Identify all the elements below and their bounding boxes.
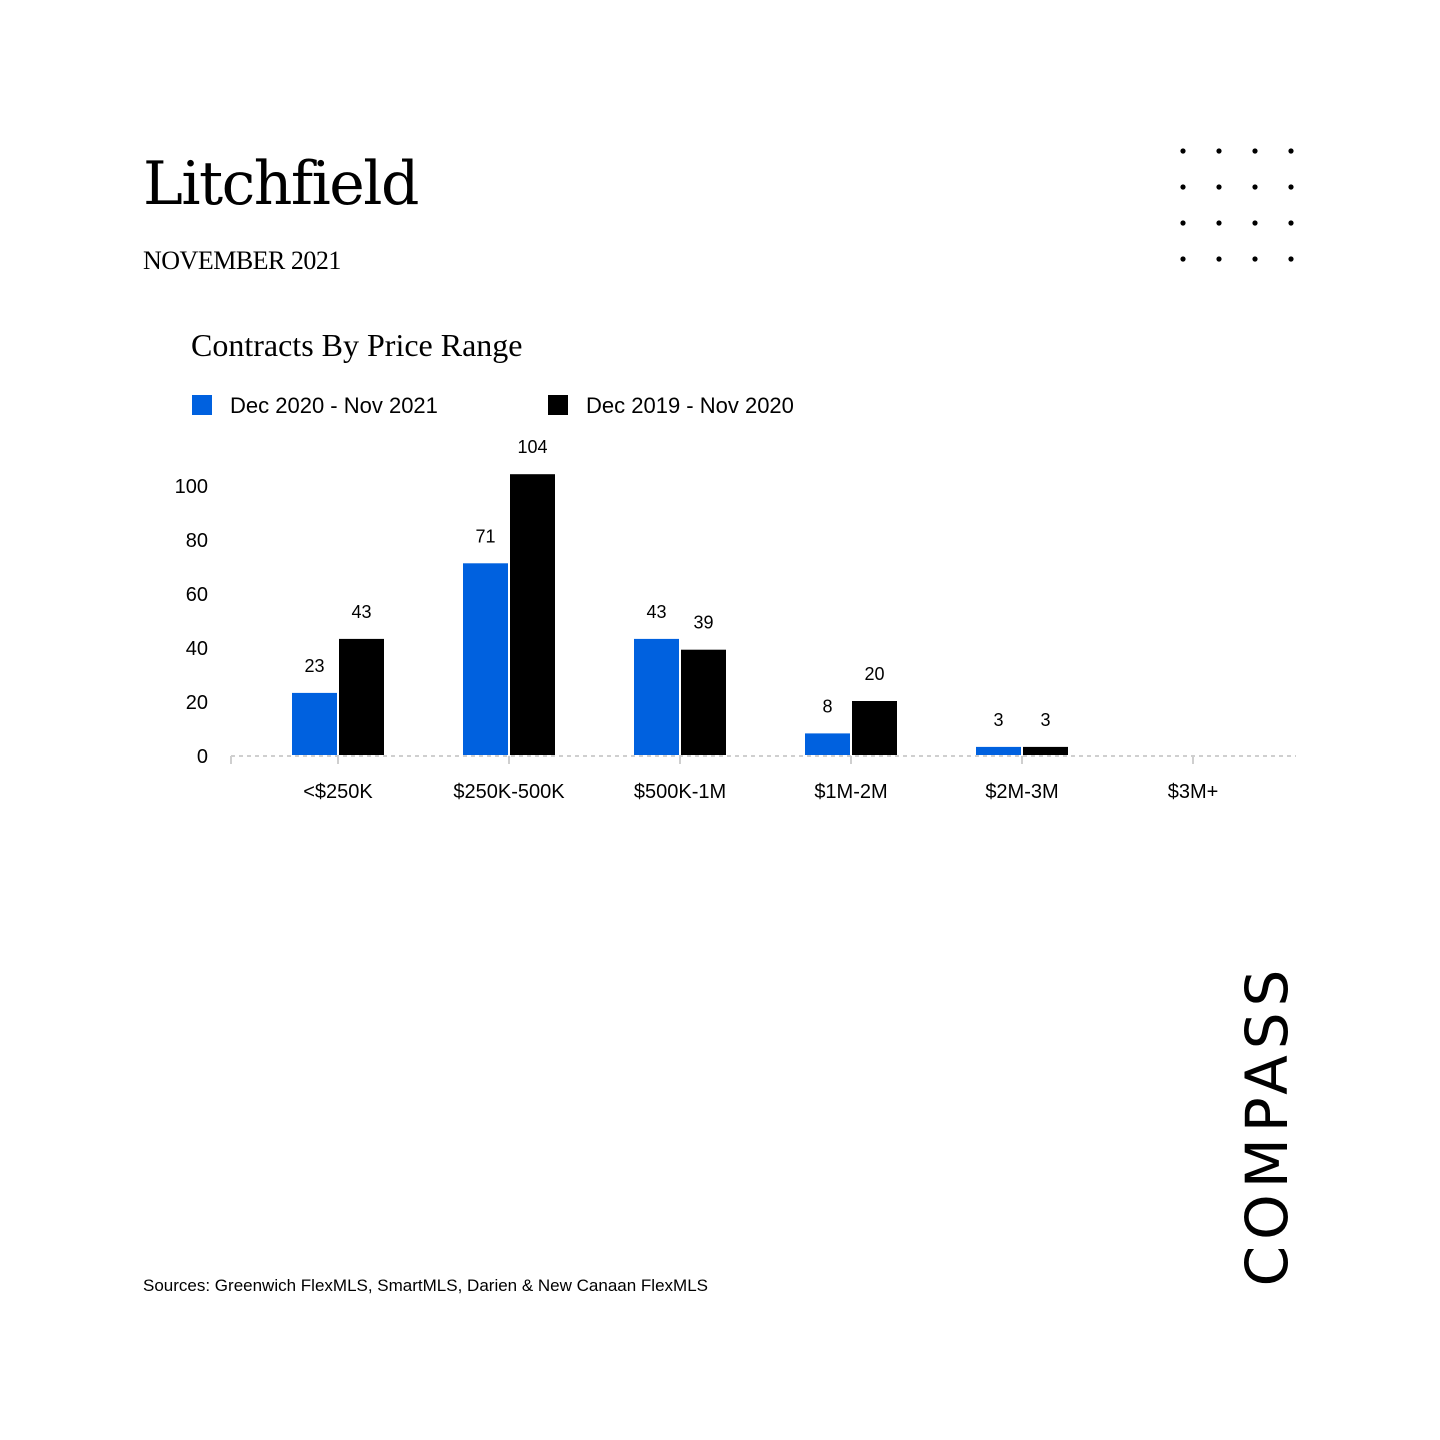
bar-250k-series-1 bbox=[292, 693, 337, 755]
x-axis bbox=[231, 756, 1296, 803]
bar-250k-500k-series-1 bbox=[463, 563, 508, 755]
legend-swatch-1 bbox=[192, 395, 212, 415]
data-label-250k-500k-series-2: 104 bbox=[517, 437, 548, 458]
legend-swatch-2 bbox=[548, 395, 568, 415]
y-axis bbox=[175, 476, 208, 768]
bar-250k-500k-series-2 bbox=[510, 474, 555, 755]
y-tick-label-0: 0 bbox=[196, 746, 208, 768]
page-subtitle: NOVEMBER 2021 bbox=[143, 246, 341, 275]
x-tick-label-2m-3m: $2M-3M bbox=[985, 781, 1059, 803]
data-label-1m-2m-series-1: 8 bbox=[822, 696, 833, 717]
data-label-250k-500k-series-1: 71 bbox=[475, 526, 496, 547]
page-title: Litchfield bbox=[143, 149, 418, 219]
data-label-250k-series-2: 43 bbox=[351, 601, 372, 622]
bar-1m-2m-series-1 bbox=[805, 733, 850, 755]
legend-label-2: Dec 2019 - Nov 2020 bbox=[586, 393, 794, 418]
data-label-1m-2m-series-2: 20 bbox=[864, 664, 885, 684]
bar-2m-3m-series-2 bbox=[1023, 747, 1068, 755]
sources-note: Sources: Greenwich FlexMLS, SmartMLS, Darien & New Canaan FlexMLS bbox=[143, 1276, 708, 1295]
chart-legend bbox=[192, 393, 794, 418]
chart-title: Contracts By Price Range bbox=[191, 327, 523, 363]
bar-marks bbox=[292, 474, 1068, 755]
bar-500k-1m-series-1 bbox=[634, 639, 679, 755]
y-tick-label-60: 60 bbox=[185, 584, 208, 606]
compass-logo: COMPASS bbox=[1233, 963, 1301, 1287]
y-tick-label-40: 40 bbox=[185, 638, 208, 660]
data-label-2m-3m-series-1: 3 bbox=[993, 709, 1004, 730]
x-tick-label-250k: <$250K bbox=[303, 781, 373, 803]
x-tick-label-250k-500k: $250K-500K bbox=[453, 781, 565, 803]
y-tick-label-100: 100 bbox=[174, 476, 208, 498]
bar-250k-series-2 bbox=[339, 639, 384, 755]
data-label-250k-series-1: 23 bbox=[304, 655, 325, 676]
x-tick-label-1m-2m: $1M-2M bbox=[814, 781, 888, 803]
data-label-2m-3m-series-2: 3 bbox=[1040, 709, 1051, 730]
data-label-500k-1m-series-2: 39 bbox=[693, 612, 714, 633]
bar-2m-3m-series-1 bbox=[976, 747, 1021, 755]
data-label-500k-1m-series-1: 43 bbox=[646, 601, 667, 622]
bar-500k-1m-series-2 bbox=[681, 650, 726, 755]
x-tick-label-500k-1m: $500K-1M bbox=[633, 781, 727, 803]
legend-label-1: Dec 2020 - Nov 2021 bbox=[230, 393, 438, 418]
bar-1m-2m-series-2 bbox=[852, 701, 897, 755]
y-tick-label-80: 80 bbox=[185, 530, 208, 552]
x-tick-label-3m: $3M+ bbox=[1167, 781, 1219, 803]
y-tick-label-20: 20 bbox=[185, 692, 208, 714]
